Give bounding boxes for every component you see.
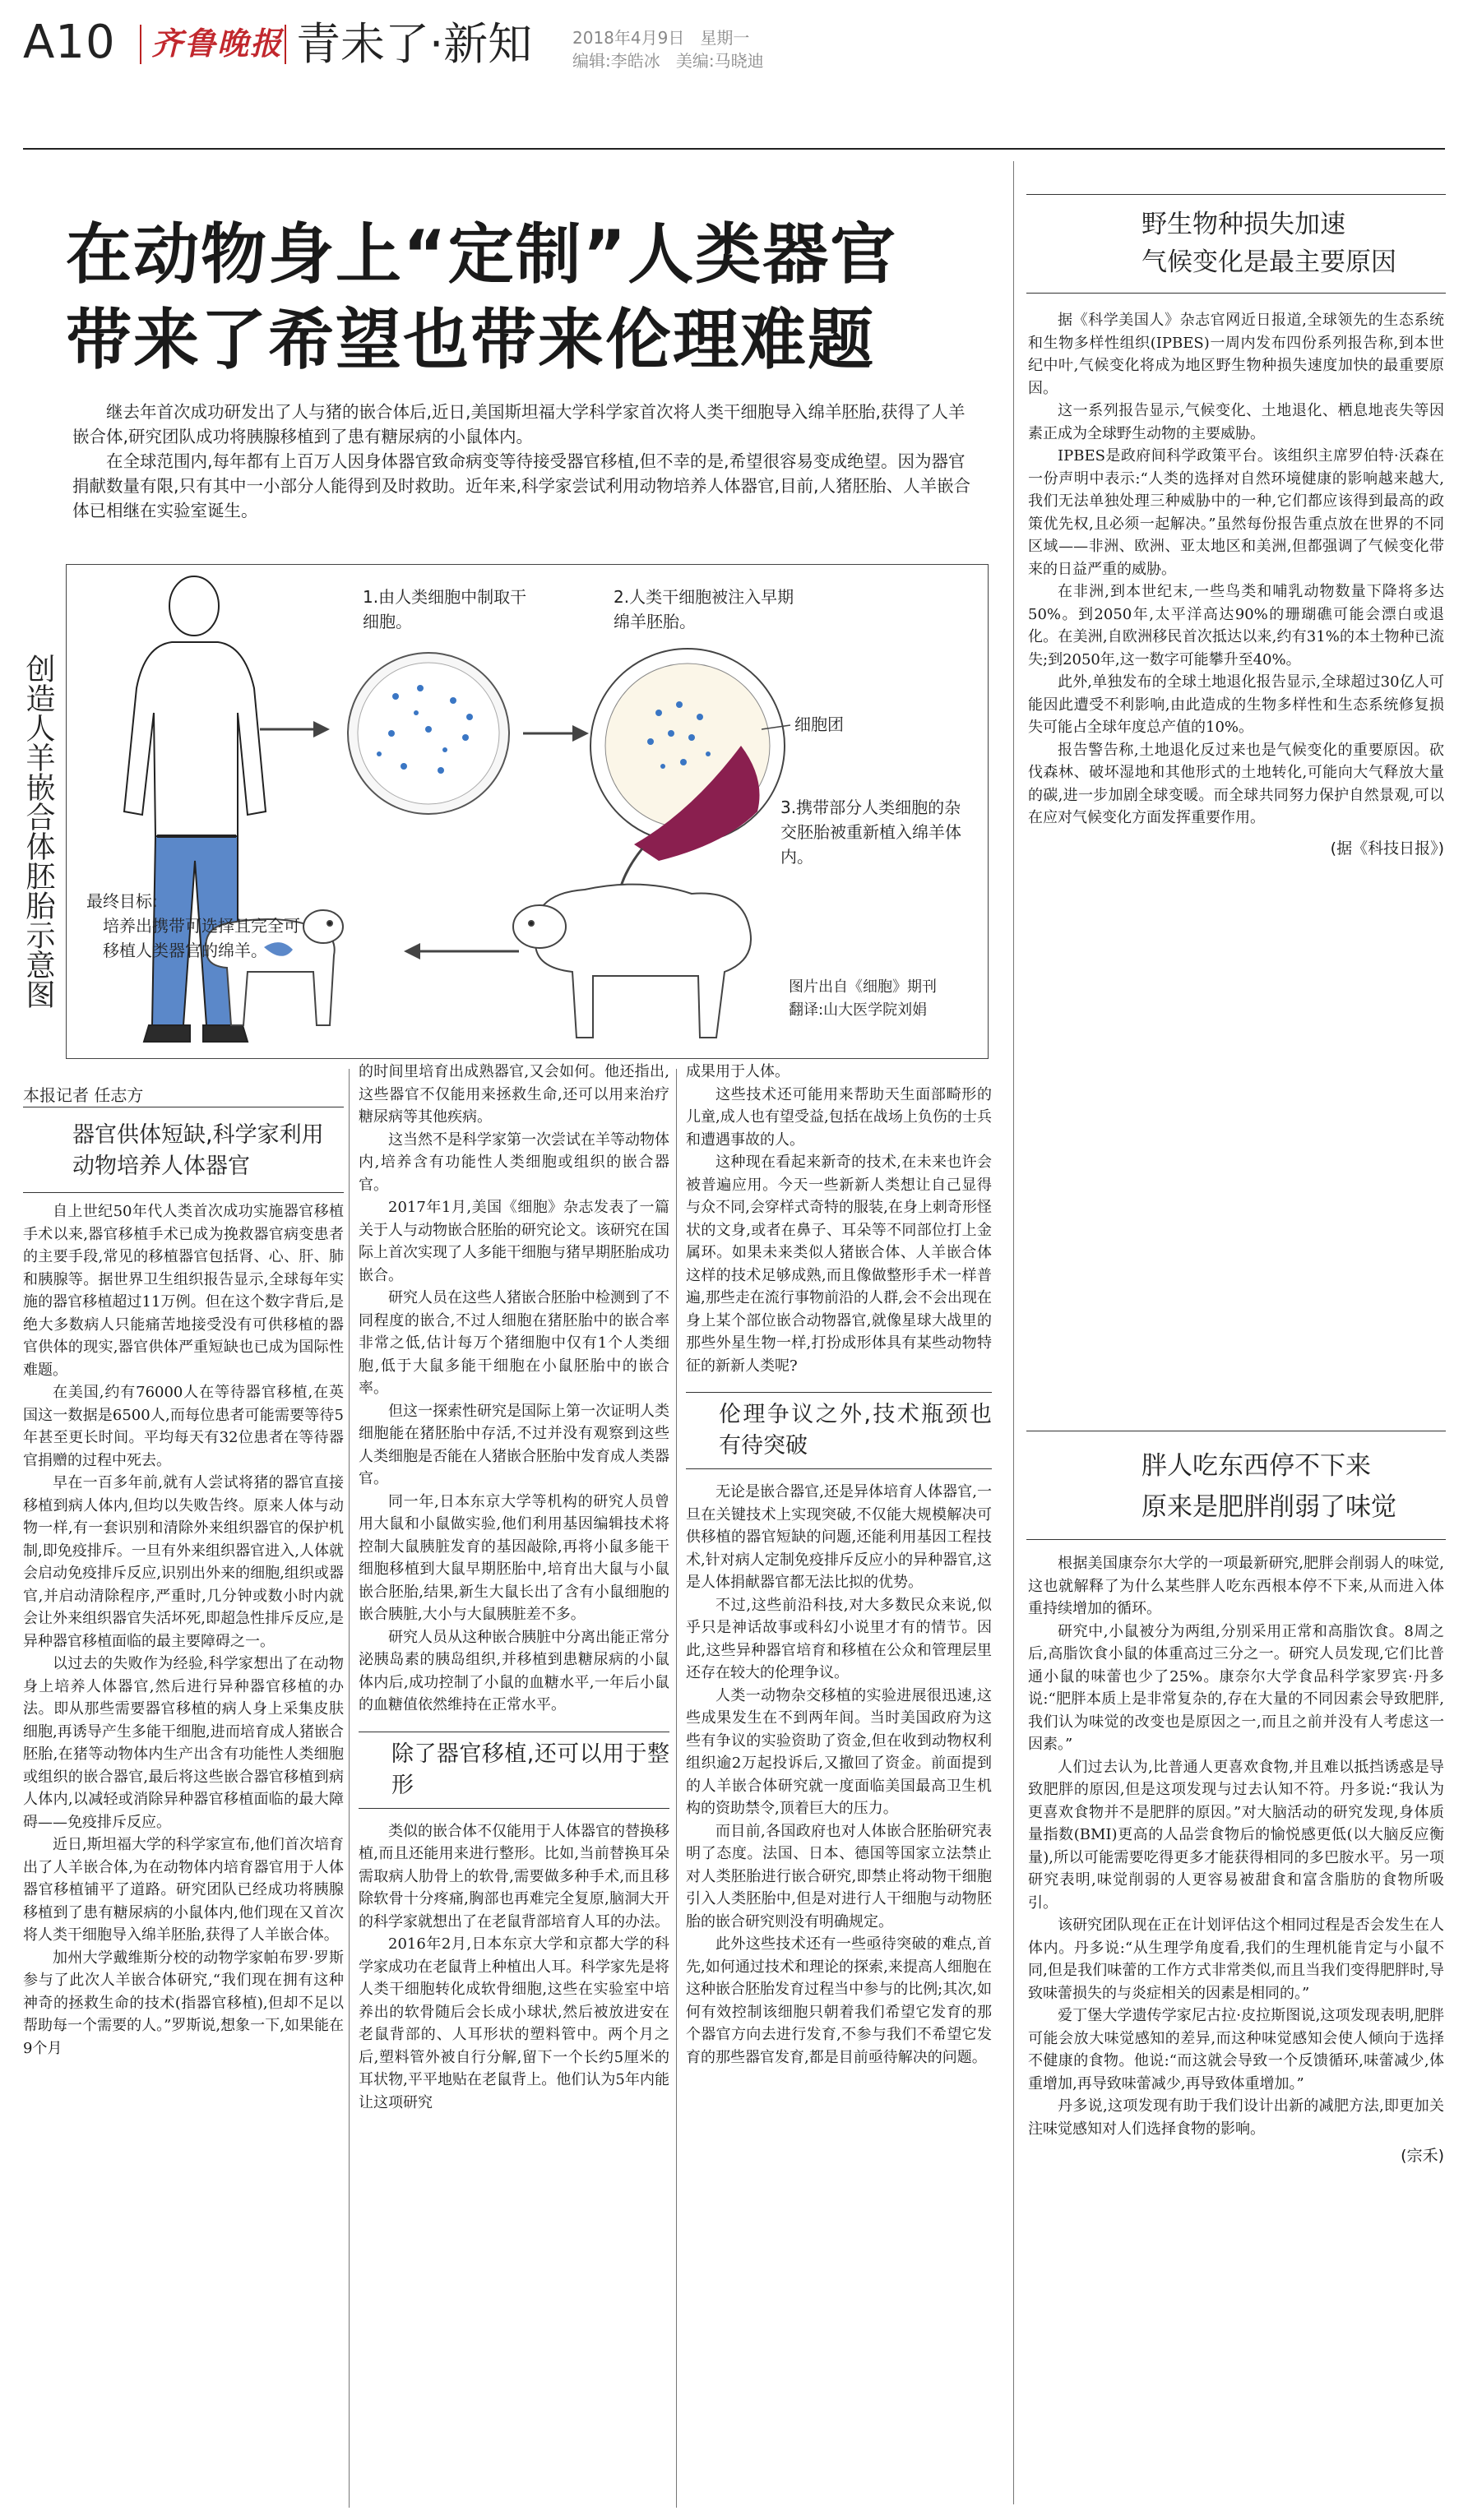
subhead-2: [359, 1732, 669, 1809]
sidebar-1-body: [1028, 309, 1444, 1403]
sidebar-2-title-line-2: 原来是肥胖削弱了味觉: [1142, 1492, 1396, 1522]
masthead-date: [572, 25, 749, 49]
sidebar-1-source: (据《科技日报》): [1330, 839, 1444, 858]
sidebar-1-title-line-2: 气候变化是最主要原因: [1142, 247, 1396, 277]
masthead-credits: [572, 48, 764, 72]
masthead-divider-1: [140, 25, 141, 64]
sidebar-2-para: 爱丁堡大学遗传学家尼古拉·皮拉斯图说,这项发现表明,肥胖可能会放大味觉感知的差异,而这种味觉感知会使人倾向于选择不健康的食物。他说:“而这就会导致一个反馈循环,味蕾减少,体重增加,再导致味蕾减少,再导致体重增加。”: [1028, 2007, 1444, 2092]
col1-para: 在美国,约有76000人在等待器官移植,在英国这一数据是6500人,而每位患者可能需要等待5年甚至更长时间。平均每天有32位患者在等待器官捐赠的过程中死去。: [23, 1384, 344, 1469]
column-3: [686, 1061, 992, 2516]
stem-cell-dish: [348, 653, 509, 814]
figure-box: [21, 564, 989, 1059]
sheep-embryo: [590, 649, 785, 861]
subhead-1-text: 器官供体短缺,科学家利用动物培养人体器官: [72, 1122, 324, 1179]
subhead-1: [23, 1120, 344, 1182]
sidebar-1-para: 报告警告称,土地退化反过来也是气候变化的重要原因。砍伐森林、破坏湿地和其他形式的土地转化,可能向大气释放大量的碳,进一步加剧全球变暖。而全球共同努力保护自然景观,可以在应对气候变化方面发挥重要作用。: [1028, 741, 1444, 826]
sidebar-1-para: 在非洲,到本世纪末,一些鸟类和哺乳动物数量下降将多达50%。到2050年,太平洋高达90%的珊瑚礁可能会漂白或退化。在美洲,自欧洲移民首次抵达以来,约有31%的本土物种已流失;到2050年,这一数字可能攀升至40%。: [1028, 583, 1444, 668]
sidebar-2-source: (宗禾): [1401, 2147, 1444, 2165]
sidebar-2-para: 研究中,小鼠被分为两组,分别采用正常和高脂饮食。8周之后,高脂饮食小鼠的体重高过三分之一。研究人员发现,它们比普通小鼠的味蕾也少了25%。康奈尔大学食品科学家罗宾·丹多说:“肥胖本质上是非常复杂的,存在大量的不同因素会导致肥胖,我们认为味觉的改变也是原因之一,而且之前并没有人考虑这一因素。”: [1028, 1622, 1444, 1753]
title-line-2: 带来了希望也带来伦理难题: [66, 302, 875, 378]
cell-cluster-label: 细胞团: [794, 714, 844, 734]
sidebar-2-title: [1142, 1445, 1396, 1528]
sidebar-2-para: 该研究团队现在正在计划评估这个相同过程是否会发生在人体内。丹多说:“从生理学角度看,我们的生理机能肯定与小鼠不同,但是我们味蕾的工作方式非常类似,而且当我们变得肥胖时,导致味蕾损失的与炎症相关的因素是相同的。”: [1028, 1917, 1444, 2002]
col2-para: 但这一探索性研究是国际上第一次证明人类细胞能在猪胚胎中存活,不过并没有观察到这些人类细胞是否能在人猪嵌合胚胎中发育成人类器官。: [359, 1402, 669, 1487]
weekday-text: 星期一: [700, 28, 750, 48]
step-3-text: 3.携带部分人类细胞的杂交胚胎被重新植入绵羊体内。: [780, 798, 961, 867]
step-2-text: 2.人类干细胞被注入早期绵羊胚胎。: [614, 587, 794, 631]
col3-para: 这种现在看起来新奇的技术,在未来也许会被普遍应用。今天一些新新人类想让自己显得与众不同,会穿样式奇特的服装,在身上刺奇形怪状的文身,或者在鼻子、耳朵等不同部位打上金属环。如果未来类似人猪嵌合体、人羊嵌合体这样的技术足够成熟,而且像做整形手术一样普遍,那些走在流行事物前沿的人群,会不会出现在身上某个部位嵌合动物器官,就像星球大战里的那些外星生物一样,打扮成形体具有某些动物特征的新新人类呢?: [686, 1154, 992, 1375]
subhead-1-rule: [23, 1192, 344, 1193]
col1-para: 自上世纪50年代人类首次成功实施器官移植手术以来,器官移植手术已成为挽救器官病变患者的主要手段,常见的移植器官包括肾、心、肝、肺和胰腺等。据世界卫生组织报告显示,全球每年实施的器官移植超过11万例。但在这个数字背后,是绝大多数病人只能痛苦地接受没有可供移植的器官供体的现实,器官供体严重短缺也已成为国际性难题。: [23, 1203, 344, 1379]
col3-para: 而目前,各国政府也对人体嵌合胚胎研究表明了态度。法国、日本、德国等国家立法禁止对人类胚胎进行嵌合研究,即禁止将动物干细胞引入人类胚胎中,但是对进行人干细胞与动物胚胎的嵌合研究则没有明确规定。: [686, 1822, 992, 1930]
col2-para: 的时间里培育出成熟器官,又会如何。他还指出,这些器官不仅能用来拯救生命,还可以用来治疗糖尿病等其他疾病。: [359, 1063, 669, 1126]
editor-text: 编辑:李皓冰: [572, 51, 660, 71]
article-lead: [72, 400, 977, 523]
sidebar-1-title-rule: [1026, 293, 1446, 294]
date-text: 2018年4月9日: [572, 28, 685, 48]
figure-credit-2: 翻译:山大医学院刘娟: [789, 1001, 928, 1019]
col1-para: 早在一百多年前,就有人尝试将猪的器官直接移植到病人体内,但均以失败告终。原来人体与动物一样,有一套识别和清除外来组织器官的保护机制,即免疫排斥。一旦有外来组织器官进入,人体就会启动免疫排斥反应,识别出外来的细胞,组织或器官,并启动清除程序,严重时,几分钟或数小时内就会让外来组织器官失活坏死,即超急性排斥反应,是异种器官移植面临的最主要障碍之一。: [23, 1474, 344, 1650]
column-2: [359, 1061, 669, 2516]
article-title: [66, 212, 1003, 383]
masthead-rule: [23, 148, 1445, 150]
paper-logo: 齐鲁晚报: [151, 25, 284, 62]
page-number: A10: [23, 16, 116, 69]
title-line-1: 在动物身上“定制”人类器官: [66, 216, 898, 293]
masthead-divider-2: [285, 25, 286, 64]
col2-para: 2017年1月,美国《细胞》杂志发表了一篇关于人与动物嵌合胚胎的研究论文。该研究在国际上首次实现了人多能干细胞与猪早期胚胎成功嵌合。: [359, 1199, 669, 1284]
adult-sheep: [513, 885, 751, 1038]
column-divider: [349, 1069, 350, 2508]
sidebar-2-para: 根据美国康奈尔大学的一项最新研究,肥胖会削弱人的味觉,这也就解释了为什么某些胖人吃东西根本停不下来,从而进入体重持续增加的循环。: [1028, 1555, 1444, 1617]
figure-credit-1: 图片出自《细胞》期刊: [789, 978, 937, 996]
col1-para: 近日,斯坦福大学的科学家宣布,他们首次培育出了人羊嵌合体,为在动物体内培育器官用于人体器官移植铺平了道路。研究团队已经成功将胰腺移植到了患有糖尿病的小鼠体内,他们现在又首次将人类干细胞导入绵羊胚胎,获得了人羊嵌合体。: [23, 1836, 344, 1944]
col1-para: 加州大学戴维斯分校的动物学家帕布罗·罗斯参与了此次人羊嵌合体研究,“我们现在拥有这种神奇的拯救生命的技术(指器官移植),但却不足以帮助每一个需要的人。”罗斯说,想象一下,如果能在9个月: [23, 1949, 344, 2057]
col2-para: 研究人员在这些人猪嵌合胚胎中检测到了不同程度的嵌合,不过人细胞在猪胚胎中的嵌合率非常之低,估计每万个猪细胞中仅有1个人类细胞,低于大鼠多能干细胞在小鼠胚胎中的嵌合率。: [359, 1289, 669, 1397]
sidebar-1-para: 此外,单独发布的全球土地退化报告显示,全球超过30亿人可能因此遭受不利影响,由此造成的生物多样性和生态系统修复损失可能占全球年度总产值的10%。: [1028, 673, 1444, 736]
col3-para: 无论是嵌合器官,还是异体培育人体器官,一旦在关键技术上实现突破,不仅能大规模解决可供移植的器官短缺的问题,还能利用基因工程技术,针对病人定制免疫排斥反应小的异种器官,这是人体捐献器官都无法比拟的优势。: [686, 1483, 992, 1591]
subhead-3-text: 伦理争议之外,技术瓶颈也有待突破: [719, 1402, 992, 1459]
col3-para: 人类一动物杂交移植的实验进展很迅速,这些成果发生在不到两年间。当时美国政府为这些有争议的实验资助了资金,但在收到动物权利组织逾2万起投诉后,又撤回了资金。前面提到的人羊嵌合体研究就一度面临美国最高卫生机构的资助禁令,顶着巨大的压力。: [686, 1686, 992, 1817]
col2-para: 这当然不是科学家第一次尝试在羊等动物体内,培养含有功能性人类细胞或组织的嵌合器官。: [359, 1131, 669, 1194]
sidebar-1-top-rule: [1026, 194, 1446, 195]
subhead-2-text: 除了器官移植,还可以用于整形: [391, 1741, 669, 1798]
sidebar-1-title: [1142, 206, 1396, 281]
subhead-3: [686, 1392, 992, 1469]
column-divider: [676, 1069, 677, 2508]
goal-text: 培养出携带可选择且完全可移植人类器官的绵羊。: [103, 916, 300, 960]
sidebar-1-para: 这一系列报告显示,气候变化、土地退化、栖息地丧失等因素正成为全球野生动物的主要威胁。: [1028, 402, 1444, 442]
sidebar-2-para: 人们过去认为,比普通人更喜欢食物,并且难以抵挡诱惑是导致肥胖的原因,但是这项发现与过去认知不符。丹多说:“我认为更喜欢食物并不是肥胖的原因。”对大脑活动的研究发现,身体质量指数(BMI)更高的人品尝食物后的愉悦感更低(以大脑反应衡量),所以可能需要吃得更多才能获得相同的多巴胺水平。另一项研究表明,味觉削弱的人更容易被甜食和富含脂肪的食物所吸引。: [1028, 1758, 1444, 1912]
lead-para-1: 继去年首次成功研发出了人与猪的嵌合体后,近日,美国斯坦福大学科学家首次将人类干细胞导入绵羊胚胎,获得了人羊嵌合体,研究团队成功将胰腺移植到了患有糖尿病的小鼠体内。: [72, 402, 966, 446]
sidebar-divider: [1013, 161, 1014, 2504]
column-1: [23, 1200, 344, 2516]
figure-side-title: 创造人羊嵌合体胚胎示意图: [21, 654, 55, 1009]
col2-para: 2016年2月,日本东京大学和京都大学的科学家成功在老鼠背上种植出人耳。科学家先是将人类干细胞转化成软骨细胞,这些在实验室中培养出的软骨随后会长成小球状,然后被放进安在老鼠背部的、人耳形状的塑料管中。两个月之后,塑料管外被自行分解,留下一个长约5厘米的耳状物,平平地贴在老鼠背上。他们认为5年内能让这项研究: [359, 1935, 669, 2111]
col2-para: 同一年,日本东京大学等机构的研究人员曾用大鼠和小鼠做实验,他们利用基因编辑技术将控制大鼠胰脏发育的基因敲除,再将小鼠多能干细胞移植到大鼠早期胚胎中,培育出大鼠与小鼠嵌合胚胎,结果,新生大鼠长出了含有小鼠细胞的嵌合胰脏,大小与大鼠胰脏差不多。: [359, 1492, 669, 1623]
art-editor-text: 美编:马晓迪: [675, 51, 764, 71]
sidebar-2-para: 丹多说,这项发现有助于我们设计出新的减肥方法,即更加关注味觉感知对人们选择食物的影响。: [1028, 2097, 1444, 2138]
step-1-text: 1.由人类细胞中制取干细胞。: [363, 587, 527, 631]
col3-para: 不过,这些前沿科技,对大多数民众来说,似乎只是神话故事或科幻小说里才有的情节。因此,这些异种器官培育和移植在公众和管理层里还存在较大的伦理争议。: [686, 1596, 992, 1681]
col2-para: 类似的嵌合体不仅能用于人体器官的替换移植,而且还能用来进行整形。比如,当前替换耳朵需取病人肋骨上的软骨,需要做多种手术,而且移除软骨十分疼痛,胸部也再难完全复原,脑洞大开的科学家就想出了在老鼠背部培育人耳的办法。: [359, 1822, 669, 1930]
lead-para-2: 在全球范围内,每年都有上百万人因身体器官致命病变等待接受器官移植,但不幸的是,希望很容易变成绝望。因为器官捐献数量有限,只有其中一小部分人能得到及时救助。近年来,科学家尝试利用动物培养人体器官,目前,人猪胚胎、人羊嵌合体已相继在实验室诞生。: [72, 451, 971, 520]
sidebar-2-body: [1028, 1552, 1444, 2514]
col3-para: 此外这些技术还有一些亟待突破的难点,首先,如何通过技术和理论的探索,来提高人细胞在这种嵌合胚胎发育过程当中参与的比例;其次,如何有效控制该细胞只朝着我们希望它发育的那个器官方向去进行发育,不参与我们不希望它发育的那些器官发育,都是目前亟待解决的问题。: [686, 1935, 992, 2066]
col3-para: 成果用于人体。: [686, 1063, 790, 1080]
col2-para: 研究人员从这种嵌合胰脏中分离出能正常分泌胰岛素的胰岛组织,并移植到患糖尿病的小鼠体内后,成功控制了小鼠的血糖水平,一年后小鼠的血糖值依然维持在正常水平。: [359, 1628, 669, 1713]
sidebar-2-title-rule: [1026, 1539, 1446, 1540]
col1-para: 以过去的失败作为经验,科学家想出了在动物身上培养人体器官,然后进行异种器官移植的办法。即从那些需要器官移植的病人身上采集皮肤细胞,再诱导产生多能干细胞,进而培育成人猪嵌合胚胎,在猪等动物体内生产出含有功能性人类细胞或组织的嵌合器官,最后将这些嵌合器官移植到病人体内,以减轻或消除异种器官移植面临的最大障碍——免疫排斥反应。: [23, 1655, 344, 1831]
goal-label: 最终目标:: [86, 891, 158, 911]
section-title: 青未了·新知: [296, 18, 533, 70]
byline: 本报记者 任志方: [23, 1085, 144, 1105]
sidebar-1-para: 据《科学美国人》杂志官网近日报道,全球领先的生态系统和生物多样性组织(IPBES)一周内发布四份系列报告称,到本世纪中叶,气候变化将成为地区野生物种损失速度加快的最重要原因。: [1028, 312, 1444, 397]
sidebar-1-title-line-1: 野生物种损失加速: [1142, 210, 1345, 239]
col3-para: 这些技术还可能用来帮助天生面部畸形的儿童,成人也有望受益,包括在战场上负伤的士兵和遭遇事故的人。: [686, 1085, 992, 1149]
sidebar-1-para: IPBES是政府间科学政策平台。该组织主席罗伯特·沃森在一份声明中表示:“人类的选择对自然环境健康的影响越来越大,我们无法单独处理三种威胁中的一种,它们都应该得到最高的政策优先权,且必须一起解决。”虽然每份报告重点放在世界的不同区域——非洲、欧洲、亚太地区和美洲,但都强调了气候变化带来的日益严重的威胁。: [1028, 447, 1444, 578]
sidebar-2-title-line-1: 胖人吃东西停不下来: [1142, 1451, 1371, 1481]
